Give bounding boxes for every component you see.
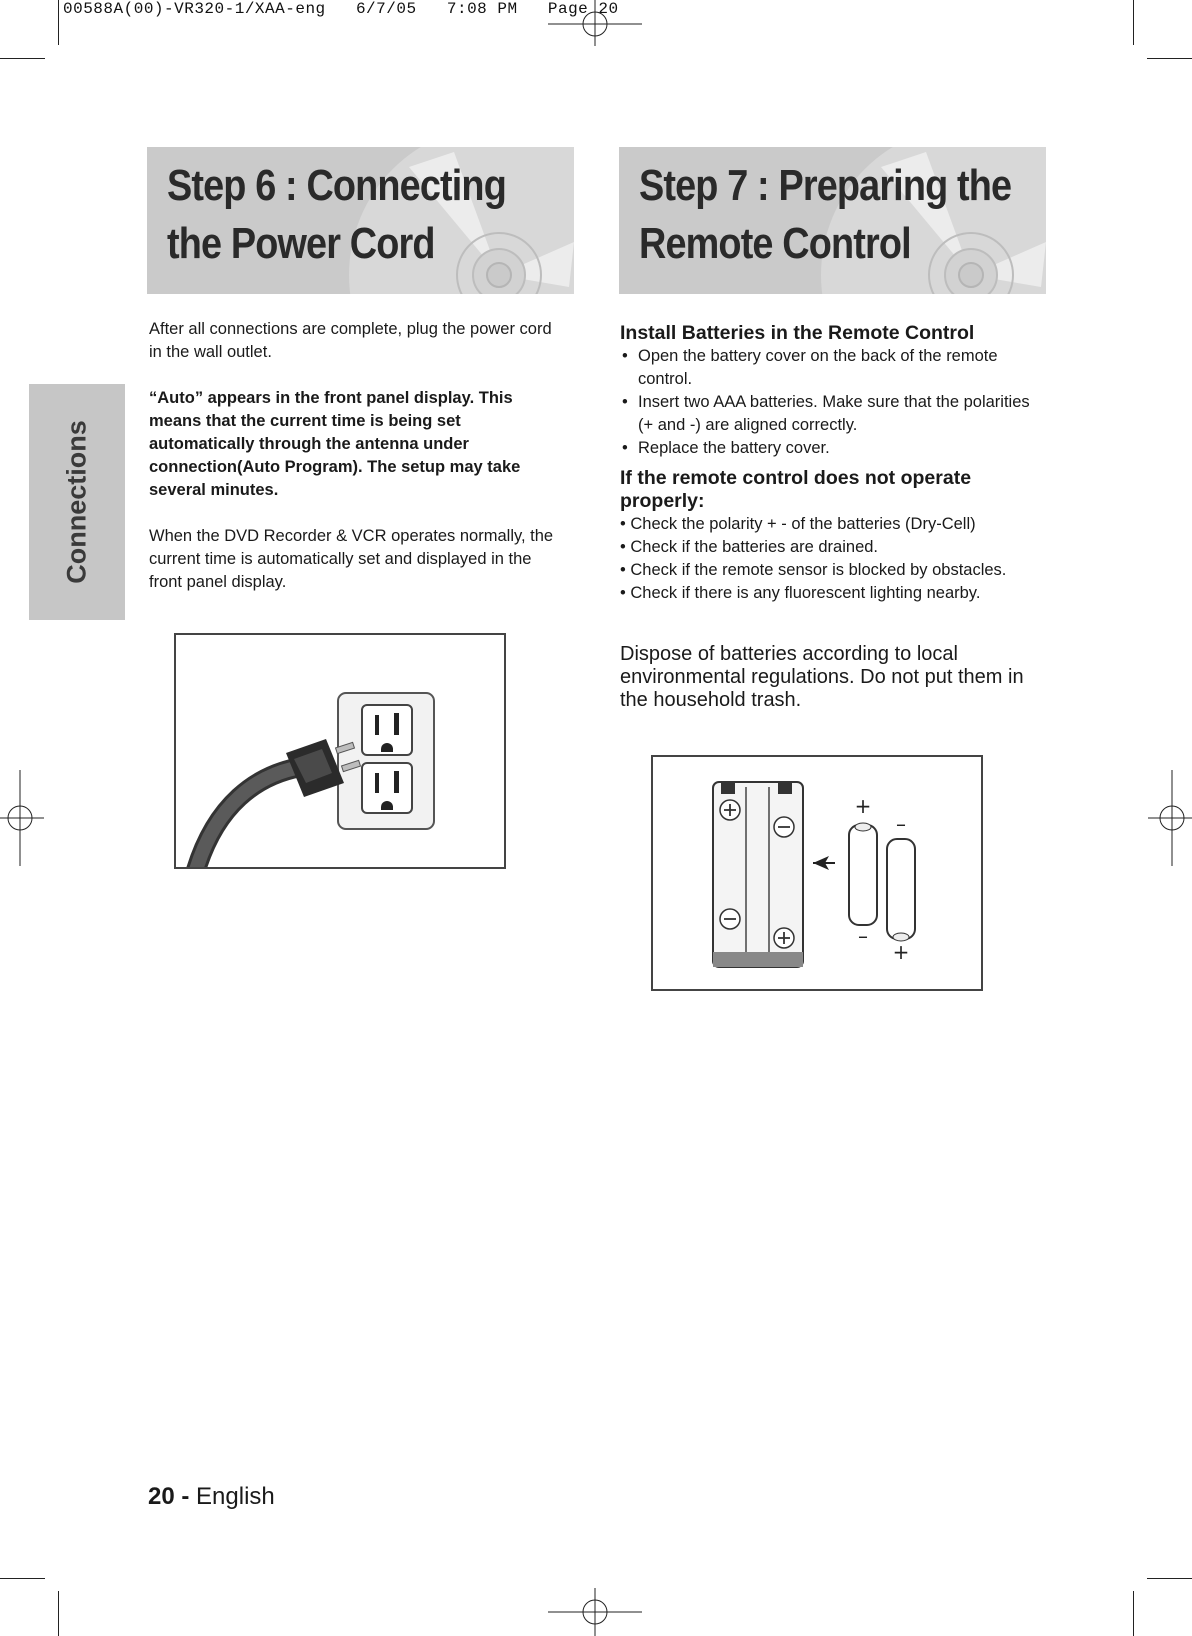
list-item: • Insert two AAA batteries. Make sure that the polarities (+ and -) are aligned correctly. — [620, 391, 1045, 437]
dispose-note: Dispose of batteries according to local environmental regulations. Do not put them in the household trash. — [620, 643, 1024, 711]
install-batteries-heading: Install Batteries in the Remote Control — [620, 322, 975, 344]
install-steps-list — [620, 345, 1045, 460]
page-footer — [148, 1483, 275, 1511]
troubleshoot-list — [620, 513, 1045, 605]
step6-intro: After all connections are complete, plug the power cord in the wall outlet. — [149, 320, 552, 361]
svg-text:+: + — [892, 940, 910, 964]
list-item: • Check if the batteries are drained. — [620, 536, 1045, 559]
step7-body — [620, 322, 1045, 712]
step7-banner — [619, 147, 1046, 294]
page-language: English — [196, 1483, 275, 1510]
step6-body — [149, 318, 569, 594]
svg-text:+: + — [854, 794, 872, 818]
step6-title: Step 6 : Connecting the Power Cord — [167, 161, 506, 268]
svg-text:–: – — [858, 924, 868, 948]
step7-title: Step 7 : Preparing the Remote Control — [639, 161, 1012, 268]
outlet-plug-image — [176, 635, 504, 867]
step6-closing: When the DVD Recorder & VCR operates normally, the current time is automatically set and displayed in the front panel display. — [149, 527, 554, 591]
troubleshoot-heading: If the remote control does not operate properly: — [620, 467, 972, 512]
list-item: • Open the battery cover on the back of the remote control. — [620, 345, 1045, 391]
list-item: • Check if there is any fluorescent lighting nearby. — [620, 582, 1045, 605]
svg-text:–: – — [896, 812, 906, 836]
list-item: • Check if the remote sensor is blocked by obstacles. — [620, 559, 1045, 582]
battery-illustration — [651, 755, 983, 991]
power-cord-illustration — [174, 633, 506, 869]
step6-banner — [147, 147, 574, 294]
page-number: 20 - — [148, 1483, 190, 1510]
battery-compartment-image — [653, 757, 981, 989]
step6-auto-note: “Auto” appears in the front panel display. This means that the current time is being set automatically through the antenna under connection(Auto Program). The setup may take several minutes. — [149, 389, 521, 499]
list-item: • Check the polarity + - of the batteries (Dry-Cell) — [620, 513, 1045, 536]
list-item: • Replace the battery cover. — [620, 437, 1045, 460]
section-side-tab — [29, 384, 125, 620]
print-slug: 00588A(00)-VR320-1/XAA-eng 6/7/05 7:08 PM Page 20 — [63, 0, 619, 18]
section-side-tab-label: Connections — [61, 420, 92, 584]
